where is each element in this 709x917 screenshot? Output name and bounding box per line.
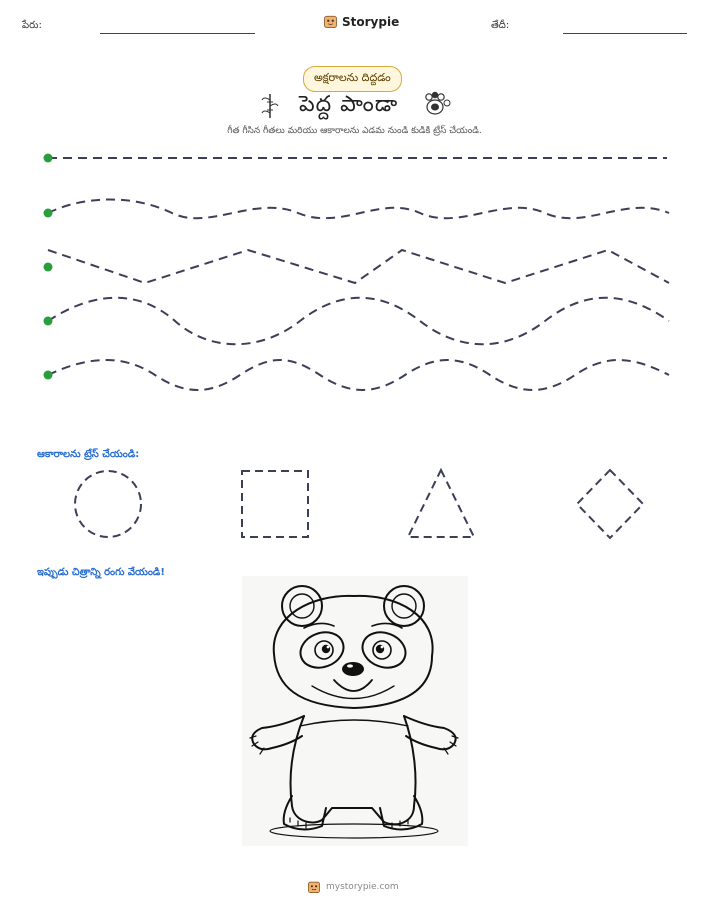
panda-paw-icon bbox=[423, 91, 453, 119]
start-dot-2 bbox=[44, 209, 53, 218]
trace-shapes-area bbox=[0, 462, 709, 547]
start-dot-5 bbox=[44, 371, 53, 380]
trace-line-wave[interactable] bbox=[48, 298, 669, 345]
footer bbox=[307, 880, 399, 894]
trace-triangle[interactable] bbox=[408, 470, 474, 537]
trace-diamond[interactable] bbox=[577, 470, 643, 538]
trace-line-zigzag[interactable] bbox=[48, 250, 669, 283]
bamboo-icon bbox=[260, 92, 280, 120]
storypie-footer-logo-icon bbox=[307, 880, 321, 894]
coloring-label: ఇప్పుడు చిత్రాన్ని రంగు వేయండి! bbox=[37, 567, 165, 578]
name-field[interactable] bbox=[100, 33, 255, 34]
start-dot-3 bbox=[44, 263, 53, 272]
date-field[interactable] bbox=[563, 33, 687, 34]
shapes-label: ఆకారాలను ట్రేస్ చేయండి: bbox=[37, 449, 140, 460]
date-label: తేదీ: bbox=[491, 20, 510, 31]
page-title: పెద్ద పాండా bbox=[299, 92, 399, 117]
name-label: పేరు: bbox=[22, 20, 42, 31]
brand-logo bbox=[323, 14, 399, 29]
trace-line-gentle-wave[interactable] bbox=[48, 200, 669, 219]
storypie-logo-icon bbox=[323, 14, 338, 29]
brand-name: Storypie bbox=[342, 14, 400, 29]
trace-lines-area bbox=[0, 140, 709, 395]
instruction-text: గీత గీసిన గీతలు మరియు ఆకారాలను ఎడమ నుండి కుడికి ట్రేస్ చేయండి. bbox=[227, 126, 482, 136]
start-dot-4 bbox=[44, 317, 53, 326]
trace-line-wave-2[interactable] bbox=[48, 360, 669, 390]
trace-square[interactable] bbox=[242, 471, 308, 537]
panda-coloring-image[interactable] bbox=[242, 576, 468, 846]
trace-circle[interactable] bbox=[75, 471, 141, 537]
topic-pill: అక్షరాలను దిద్దడం bbox=[303, 66, 402, 92]
start-dot-1 bbox=[44, 154, 53, 163]
footer-url[interactable]: mystorypie.com bbox=[326, 882, 399, 892]
